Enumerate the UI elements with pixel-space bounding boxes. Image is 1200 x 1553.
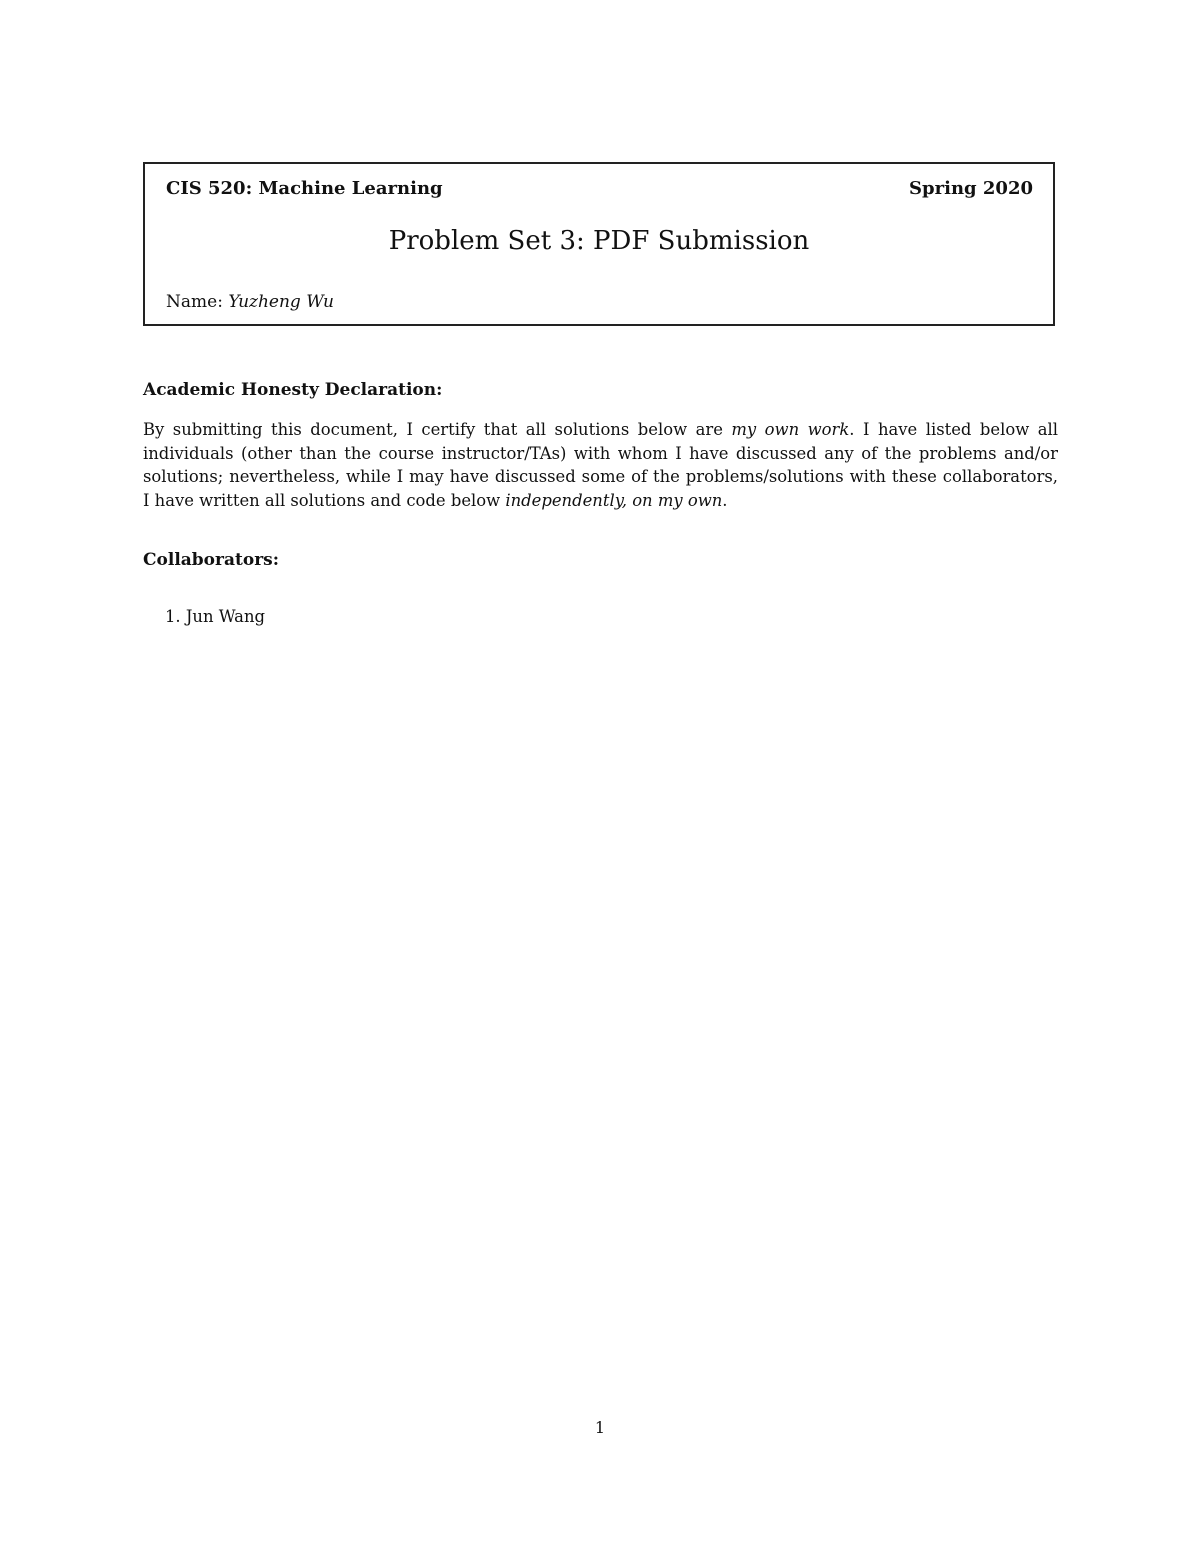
name-label: Name: — [166, 292, 229, 312]
page-number: 1 — [594, 1418, 606, 1437]
honesty-heading: Academic Honesty Declaration: — [143, 380, 443, 400]
list-item — [165, 607, 265, 626]
name-line — [166, 292, 334, 312]
collaborator-name: Jun Wang — [185, 607, 265, 626]
list-item-number: 1. — [165, 607, 181, 626]
term: Spring 2020 — [909, 178, 1033, 199]
declaration-emphasis-2: independently, on my own — [505, 490, 723, 510]
declaration-text-3: . — [722, 490, 728, 510]
header-box — [143, 162, 1055, 326]
honesty-declaration — [143, 418, 1058, 512]
declaration-emphasis-1: my own work — [731, 420, 850, 439]
declaration-text-1: By submitting this document, I certify that all solutions below are — [143, 420, 732, 439]
collaborators-list — [165, 607, 265, 626]
course-name: CIS 520: Machine Learning — [166, 178, 443, 199]
collaborators-heading: Collaborators: — [143, 550, 279, 570]
document-title: Problem Set 3: PDF Submission — [388, 226, 810, 256]
declaration-text-2: . I have listed below all individuals (other than the course instructor/TAs) with whom I have discussed any of the problems and/or solutions; nevertheless, while I may have discussed some of the problems/solutions with these collaborators, I have written all solutions and code below — [143, 420, 1058, 510]
name-value: Yuzheng Wu — [228, 292, 334, 312]
